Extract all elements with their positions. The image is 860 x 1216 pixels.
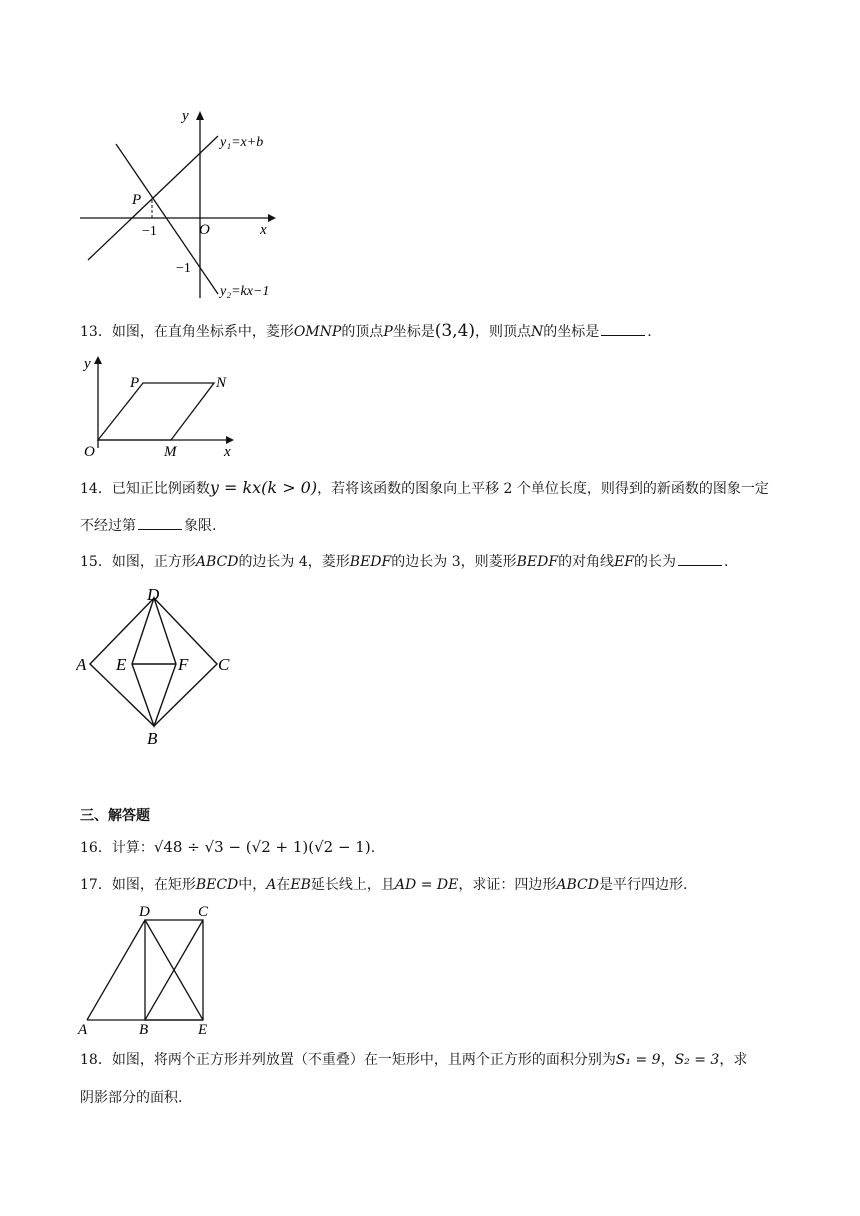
q13-text-3: 坐标是 xyxy=(392,324,435,340)
label-c: C xyxy=(218,655,230,674)
q13-end: . xyxy=(647,324,652,340)
question-16 xyxy=(80,836,375,859)
q14-formula: y = kx(k > 0) xyxy=(209,478,318,497)
label-y: y xyxy=(182,108,189,124)
label-n: N xyxy=(216,375,227,391)
q14-text: 已知正比例函数 xyxy=(111,481,210,497)
q13-shape: OMNP xyxy=(293,324,342,340)
q14-text-3: 不经过第 xyxy=(80,518,136,534)
q18-s1: S₁ = 9 xyxy=(615,1052,661,1068)
answer-blank[interactable] xyxy=(678,551,722,566)
label-m: M xyxy=(164,444,177,460)
q17-text-6: 是平行四边形. xyxy=(598,877,688,893)
q15-text-5: 的长为 xyxy=(634,554,676,570)
q15-rhombus-2: BEDF xyxy=(516,554,559,570)
q17-text-4: 延长线上，且 xyxy=(310,877,395,893)
x-axis-arrow xyxy=(226,436,234,444)
q13-text-5: 的坐标是 xyxy=(543,324,600,340)
q13-text-2: 的顶点 xyxy=(341,324,384,340)
question-14-line2 xyxy=(80,515,216,537)
q17-text-2: 中， xyxy=(238,877,267,893)
q14-text-2: ，若将该函数的图象向上平移 2 个单位长度，则得到的新函数的图象一定 xyxy=(317,481,769,497)
question-13 xyxy=(80,320,652,343)
x-axis-arrow xyxy=(268,214,276,222)
q15-number: 15． xyxy=(80,554,112,570)
y-axis-arrow xyxy=(196,111,204,120)
q15-text-3: 的边长为 3，则菱形 xyxy=(391,554,517,570)
q16-number: 16． xyxy=(80,840,112,856)
q15-diagonal: EF xyxy=(614,554,634,570)
segment-ad xyxy=(87,920,145,1020)
answer-blank[interactable] xyxy=(138,515,182,530)
q17-equation: AD = DE xyxy=(394,877,459,893)
square-abcd xyxy=(90,598,217,726)
q15-rhombus: BEDF xyxy=(349,554,392,570)
q14-text-4: 象限. xyxy=(184,518,217,534)
label-x-tick: −1 xyxy=(142,224,157,239)
question-18 xyxy=(80,1049,747,1071)
q15-end: . xyxy=(724,554,729,570)
q13-coord: (3,4) xyxy=(434,321,476,341)
question-17 xyxy=(80,874,687,896)
section-title: 三、解答题 xyxy=(80,808,150,824)
label-line1: y₁=x+b xyxy=(220,135,264,150)
q17-point-a: A xyxy=(266,877,277,893)
label-a: A xyxy=(78,1022,88,1036)
q18-text: 如图，将两个正方形并列放置（不重叠）在一矩形中，且两个正方形的面积分别为 xyxy=(111,1052,616,1068)
label-p: P xyxy=(130,375,140,391)
q15-text-2: 的边长为 4，菱形 xyxy=(238,554,350,570)
label-b: B xyxy=(147,729,158,748)
q17-quad: ABCD xyxy=(556,877,599,893)
q15-square: ABCD xyxy=(195,554,239,570)
label-a: A xyxy=(76,655,87,674)
q16-text: 计算： xyxy=(111,840,154,856)
q17-text-3: 在 xyxy=(276,877,291,893)
answer-blank[interactable] xyxy=(601,321,645,336)
q13-point: P xyxy=(383,324,393,340)
q17-eb: EB xyxy=(290,877,311,893)
q15-text: 如图，正方形 xyxy=(111,554,196,570)
question-15 xyxy=(80,551,728,573)
figure-q12 xyxy=(78,100,288,305)
label-y: y xyxy=(84,356,91,372)
question-14 xyxy=(80,477,769,500)
q18-text-2: ，求 xyxy=(719,1052,748,1068)
label-x: x xyxy=(260,222,267,238)
q13-number: 13． xyxy=(80,324,112,340)
q18-number: 18． xyxy=(80,1052,112,1068)
label-f: F xyxy=(178,655,189,674)
q16-expression: √48 ÷ √3 − (√2 + 1)(√2 − 1) xyxy=(153,838,371,856)
q15-text-4: 的对角线 xyxy=(558,554,615,570)
q14-number: 14． xyxy=(80,481,112,497)
figure-q13 xyxy=(78,350,248,460)
label-d: D xyxy=(139,904,150,920)
label-o: O xyxy=(84,444,95,460)
q13-point2: N xyxy=(531,324,544,340)
label-b: B xyxy=(139,1022,149,1036)
label-origin: O xyxy=(199,222,210,238)
question-18-line2: 阴影部分的面积. xyxy=(80,1090,183,1106)
q16-end: . xyxy=(370,840,376,856)
rhombus-bedf xyxy=(132,598,176,726)
figure-q15 xyxy=(76,584,236,750)
q18-separator: ， xyxy=(660,1052,675,1068)
figure-q17 xyxy=(76,902,221,1036)
q17-rect: BECD xyxy=(195,877,239,893)
q17-number: 17． xyxy=(80,877,112,893)
label-p: P xyxy=(132,192,142,208)
rhombus-omnp xyxy=(98,383,214,440)
label-y-tick: −1 xyxy=(176,261,191,276)
q13-text-4: ，则顶点 xyxy=(475,324,532,340)
q17-text: 如图，在矩形 xyxy=(111,877,196,893)
q13-text: 如图，在直角坐标系中，菱形 xyxy=(111,324,294,340)
y-axis-arrow xyxy=(94,356,102,364)
label-x: x xyxy=(224,444,231,460)
label-line2: y₂=kx−1 xyxy=(220,284,270,299)
label-d: D xyxy=(147,585,160,604)
q17-text-5: ，求证：四边形 xyxy=(458,877,557,893)
label-e: E xyxy=(116,655,127,674)
q18-s2: S₂ = 3 xyxy=(674,1052,720,1068)
label-c: C xyxy=(198,904,209,920)
label-e: E xyxy=(198,1022,208,1036)
